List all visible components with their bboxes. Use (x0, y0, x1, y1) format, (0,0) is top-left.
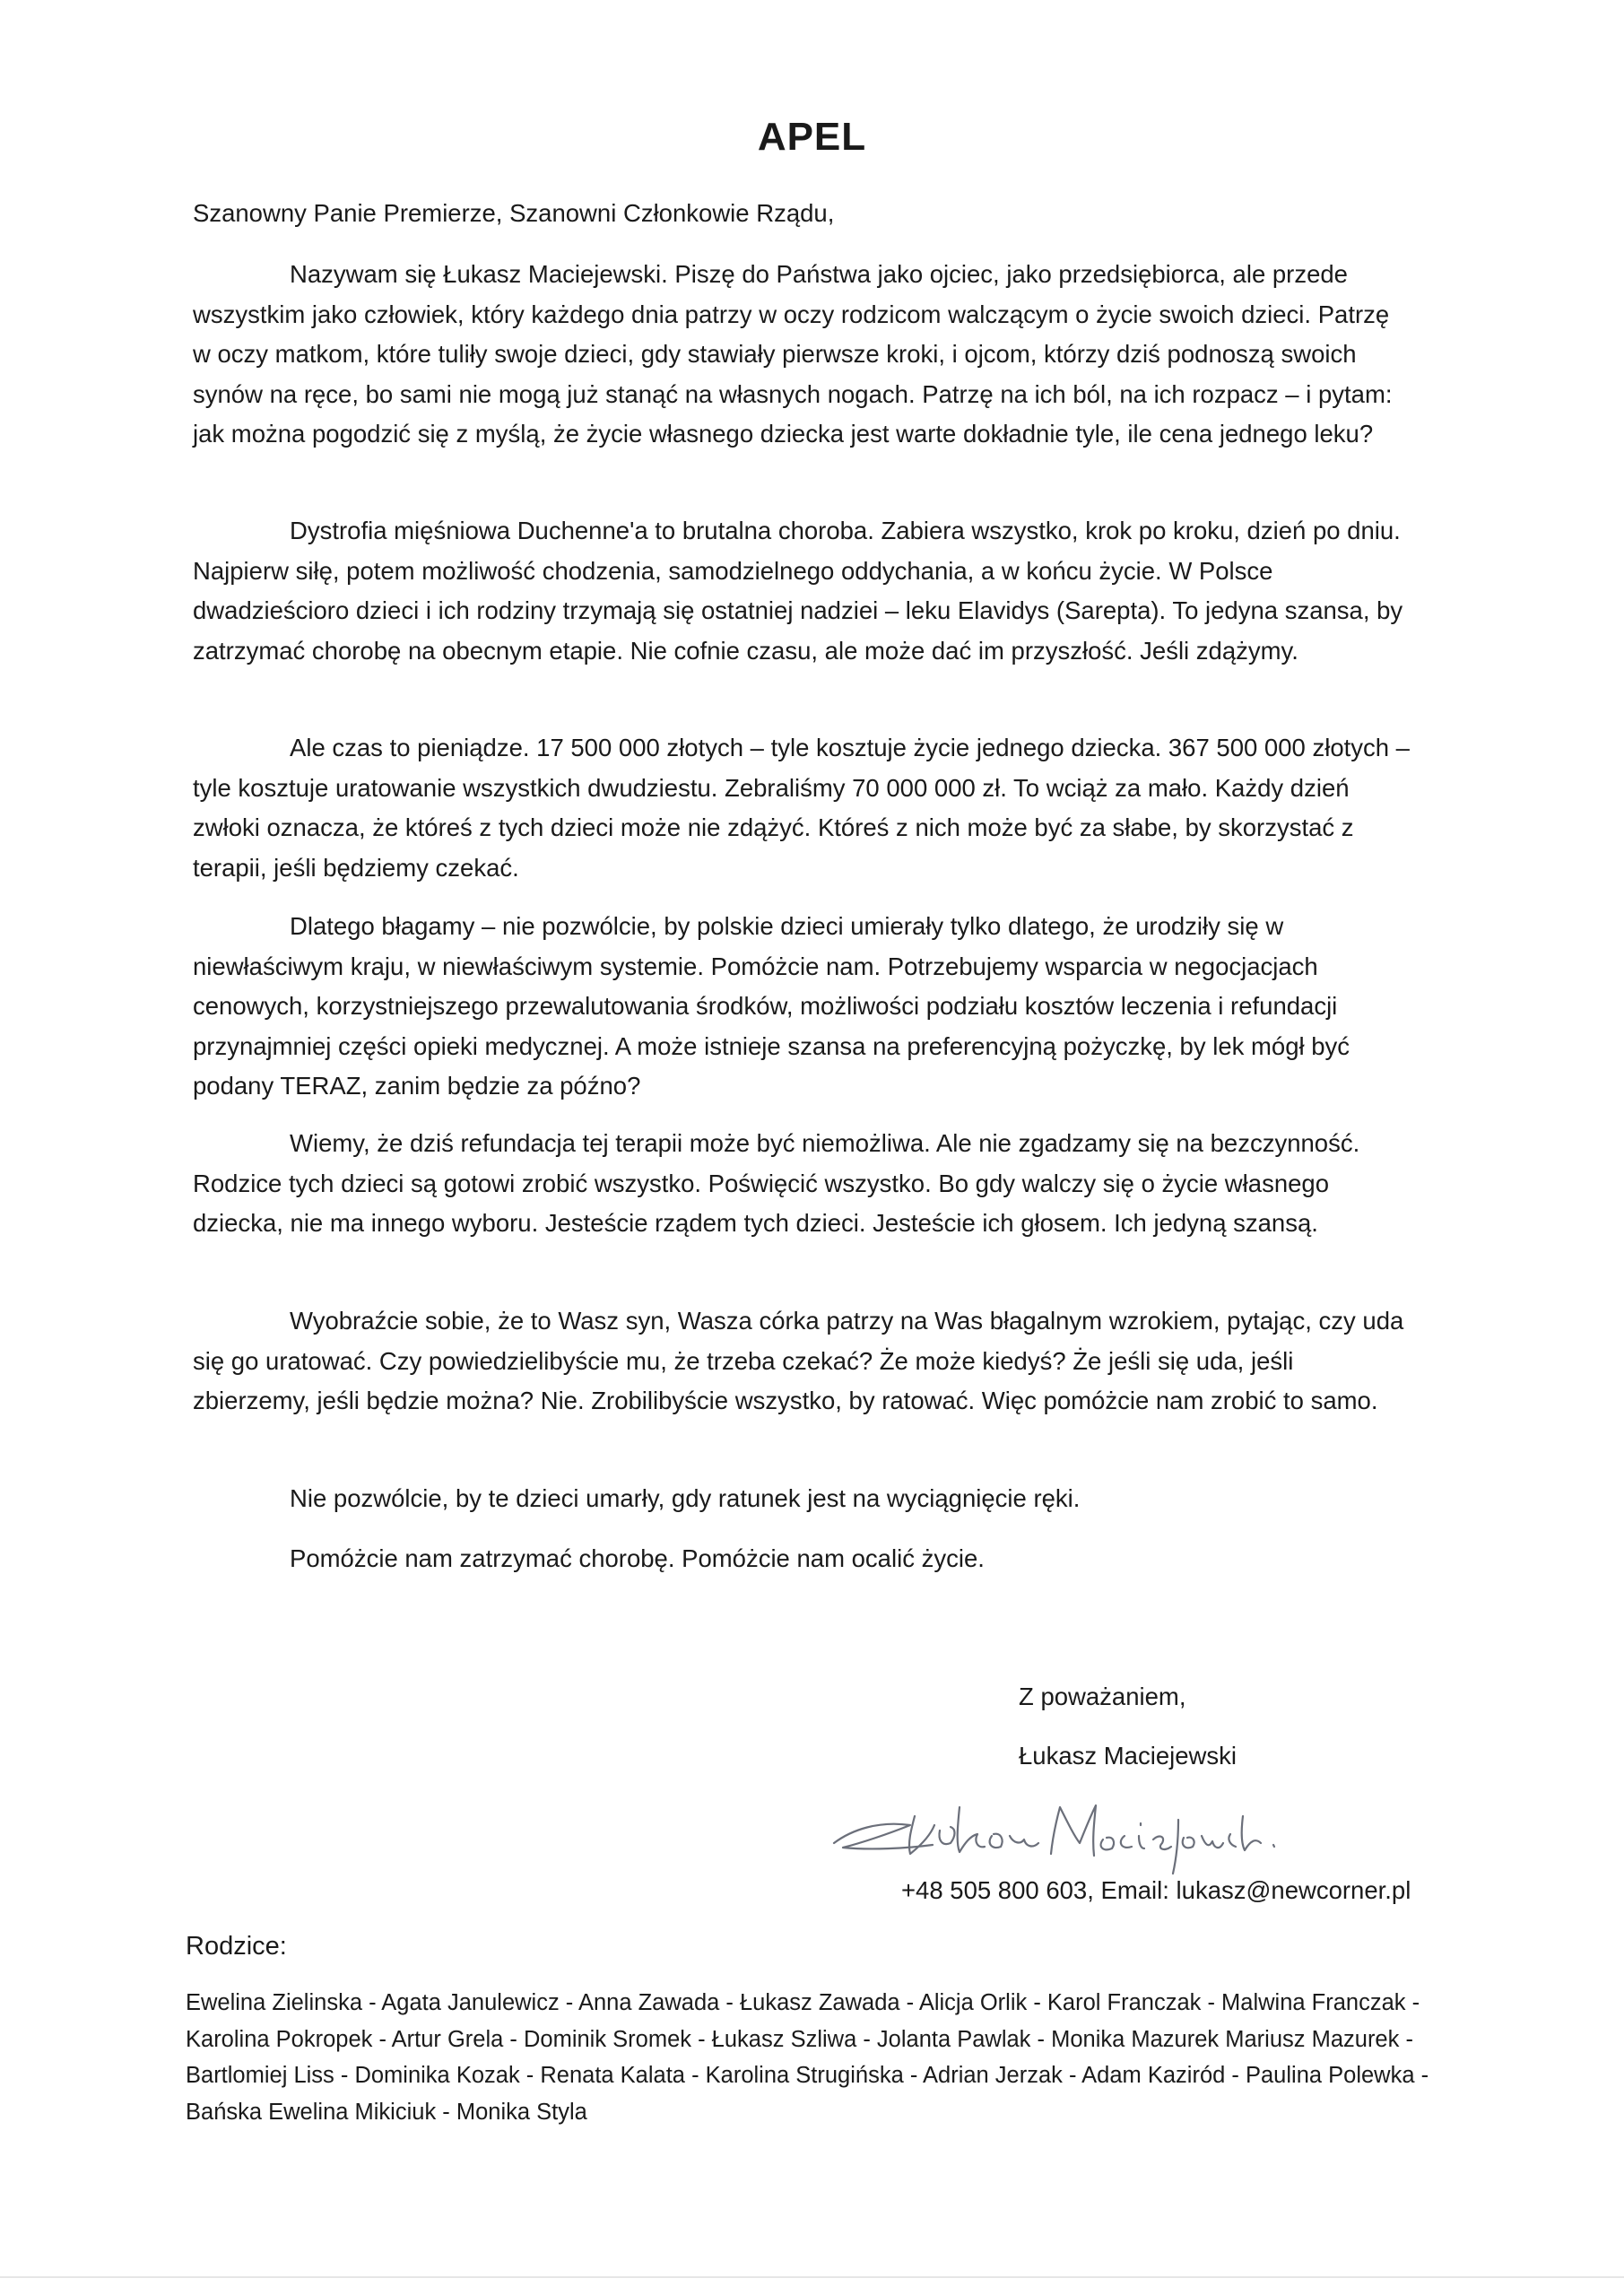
closing-line-2: Pomóżcie nam zatrzymać chorobę. Pomóżcie nam ocalić życie. (290, 1544, 985, 1572)
paragraph-1: Nazywam się Łukasz Maciejewski. Piszę do Państwa jako ojciec, jako przedsiębiorca, ale przede wszystkim jako człowiek, który każdego dnia patrzy w oczy rodzicom walczącym o życie swoich dzieci. Patrzę w oczy matkom, które tuliły swoje dzieci, gdy stawiały pierwsze kroki, i ojcom, którzy dziś podnoszą swoich synów na ręce, bo sami nie mogą już stanąć na własnych nogach. Patrzę na ich ból, na ich rozpacz – i pytam: jak można pogodzić się z myślą, że życie własnego dziecka jest warte dokładnie tyle, ile cena jednego leku? (193, 260, 1393, 448)
paragraph-3: Ale czas to pieniądze. 17 500 000 złotych – tyle kosztuje życie jednego dziecka. 367 500 000 złotych – tyle kosztuje uratowanie wszystkich dwudziestu. Zebraliśmy 70 000 000 zł. To wciąż za mało. Każdy dzień zwłoki oznacza, że któreś z tych dzieci może nie zdążyć. Któreś z nich może być za słabe, by skorzystać z terapii, jeśli będziemy czekać. (193, 734, 1410, 882)
signer-name: Łukasz Maciejewski (1019, 1742, 1238, 1770)
document-title: APEL (757, 115, 867, 159)
paragraph-6: Wyobraźcie sobie, że to Wasz syn, Wasza córka patrzy na Was błagalnym wzrokiem, pytając, czy uda się go uratować. Czy powiedzielibyście mu, że trzeba czekać? Że może kiedyś? Że jeśli się uda, jeśli zbierzemy, jeśli będzie można? Nie. Zrobilibyście wszystko, by ratować. Więc pomóżcie nam zrobić to samo. (193, 1307, 1404, 1414)
paragraph-2: Dystrofia mięśniowa Duchenne'a to brutalna choroba. Zabiera wszystko, krok po kroku, dzień po dniu. Najpierw siłę, potem możliwość chodzenia, samodzielnego oddychania, a w końcu życie. W Polsce dwadzieścioro dzieci i ich rodziny trzymają się ostatniej nadziei – leku Elavidys (Sarepta). To jedyna szansa, by zatrzymać chorobę na obecnym etapie. Nie cofnie czasu, ale może dać im przyszłość. Jeśli zdążymy. (193, 517, 1403, 665)
closing-line-1: Nie pozwólcie, by te dzieci umarły, gdy ratunek jest na wyciągnięcie ręki. (290, 1484, 1081, 1512)
parents-label: Rodzice: (186, 1932, 287, 1961)
salutation: Szanowny Panie Premierze, Szanowni Członkowie Rządu, (193, 199, 835, 227)
contact-info: +48 505 800 603, Email: lukasz@newcorner.pl (901, 1876, 1411, 1904)
paragraph-4: Dlatego błagamy – nie pozwólcie, by polskie dzieci umierały tylko dlatego, że urodziły się w niewłaściwym kraju, w niewłaściwym systemie. Pomóżcie nam. Potrzebujemy wsparcia w negocjacjach cenowych, korzystniejszego przewalutowania środków, możliwości podziału kosztów leczenia i refundacji przynajmniej części opieki medycznej. A może istnieje szansa na preferencyjną pożyczkę, by lek mógł być podany TERAZ, zanim będzie za późno? (193, 912, 1350, 1100)
bottom-divider (0, 2276, 1624, 2278)
parents-list: Ewelina Zielinska - Agata Janulewicz - Anna Zawada - Łukasz Zawada - Alicja Orlik - Karol Franczak - Malwina Franczak - Karolina Pokropek - Artur Grela - Dominik Sromek - Łukasz Szliwa - Jolanta Pawlak - Monika Mazurek Mariusz Mazurek - Bartlomiej Liss - Dominika Kozak - Renata Kalata - Karolina Strugińska - Adrian Jerzak - Adam Kaziród - Paulina Polewka - Bańska Ewelina Mikiciuk - Monika Styla (186, 1990, 1429, 2125)
paragraph-5: Wiemy, że dziś refundacja tej terapii może być niemożliwa. Ale nie zgadzamy się na bezczynność. Rodzice tych dzieci są gotowi zrobić wszystko. Poświęcić wszystko. Bo gdy walczy się o życie własnego dziecka, nie ma innego wyboru. Jesteście rządem tych dzieci. Jesteście ich głosem. Ich jedyną szansą. (193, 1129, 1360, 1237)
handwritten-signature (825, 1780, 1291, 1879)
closing-greeting: Z poważaniem, (1019, 1683, 1186, 1710)
